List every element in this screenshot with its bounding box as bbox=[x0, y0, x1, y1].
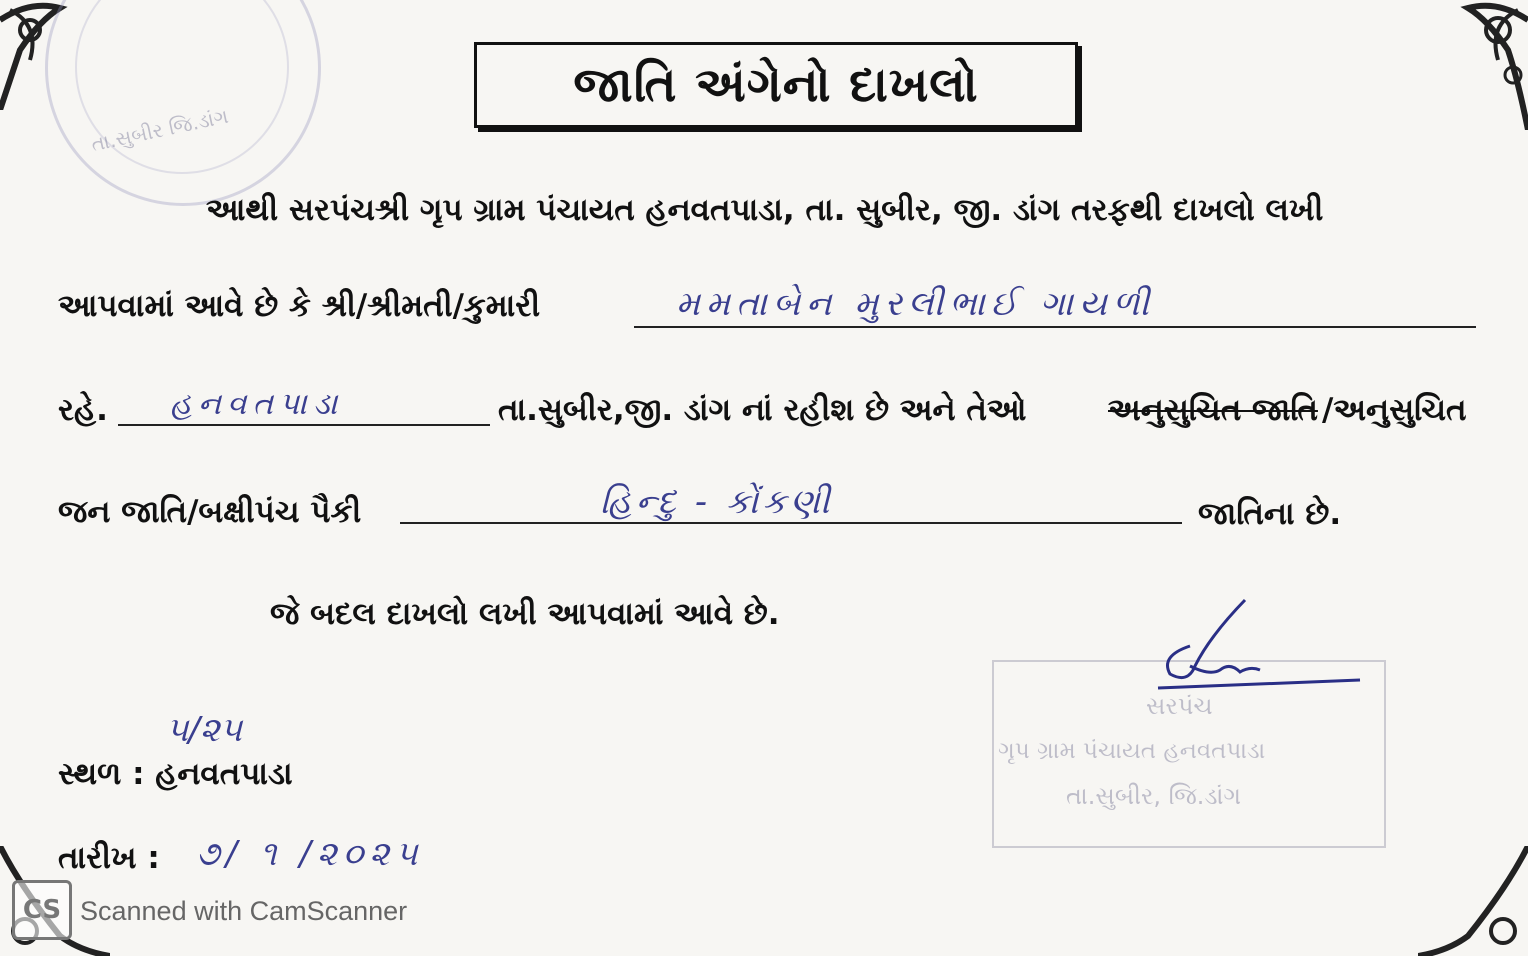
corner-ornament-top-right bbox=[1418, 0, 1528, 130]
body-line-4-prefix: જન જાતિ/બક્ષીપંચ પૈકી bbox=[58, 494, 362, 530]
struck-option-scheduled-caste: અનુસુચિત જાતિ bbox=[1108, 392, 1318, 428]
date-value: ૭/ ૧ /૨૦૨૫ bbox=[196, 834, 424, 874]
body-line-3-prefix: રહે. bbox=[58, 392, 108, 428]
handwritten-name: મમતાબેન મુરલીભાઈ ગાયળી bbox=[676, 284, 1156, 324]
body-line-5: જે બદલ દાખલો લખી આપવામાં આવે છે. bbox=[270, 596, 780, 632]
reference-number: ૫/૨૫ bbox=[166, 710, 243, 750]
body-line-1: આથી સરપંચશ્રી ગૃપ ગ્રામ પંચાયત હનવતપાડા, તા. સુબીર, જી. ડાંગ તરફથી દાખલો લખી bbox=[206, 192, 1324, 228]
document-title: જાતિ અંગેનો દાખલો bbox=[573, 56, 979, 113]
caste-underline bbox=[400, 522, 1182, 524]
camscanner-logo-icon: CS bbox=[12, 880, 72, 940]
date-label: તારીખ : bbox=[58, 840, 160, 876]
stamp-line-1: સરપંચ bbox=[1146, 692, 1213, 720]
place-label: સ્થળ : હનવતપાડા bbox=[58, 756, 293, 792]
round-seal-text: તા.સુબીર જિ.ડાંગ bbox=[89, 103, 231, 157]
name-underline bbox=[634, 326, 1476, 328]
corner-ornament-bottom-right bbox=[1418, 846, 1528, 956]
body-line-3-suffix: /અનુસુચિત bbox=[1322, 392, 1467, 428]
handwritten-caste: હિન્દુ - કોંકણી bbox=[600, 482, 834, 522]
camscanner-watermark-text: Scanned with CamScanner bbox=[80, 896, 408, 926]
body-line-2-prefix: આપવામાં આવે છે કે શ્રી/શ્રીમતી/કુમારી bbox=[58, 288, 541, 324]
signature bbox=[1150, 596, 1370, 696]
stamp-line-3: તા.સુબીર, જિ.ડાંગ bbox=[1066, 782, 1241, 810]
body-line-3-middle: તા.સુબીર,જી. ડાંગ નાં રહીશ છે અને તેઓ bbox=[498, 392, 1027, 428]
stamp-line-2: ગૃપ ગ્રામ પંચાયત હનવતપાડા bbox=[998, 738, 1266, 764]
handwritten-village: હનવતપાડા bbox=[170, 386, 344, 422]
title-box bbox=[474, 42, 1078, 128]
village-underline bbox=[118, 424, 490, 426]
body-line-4-suffix: જાતિના છે. bbox=[1198, 496, 1342, 532]
